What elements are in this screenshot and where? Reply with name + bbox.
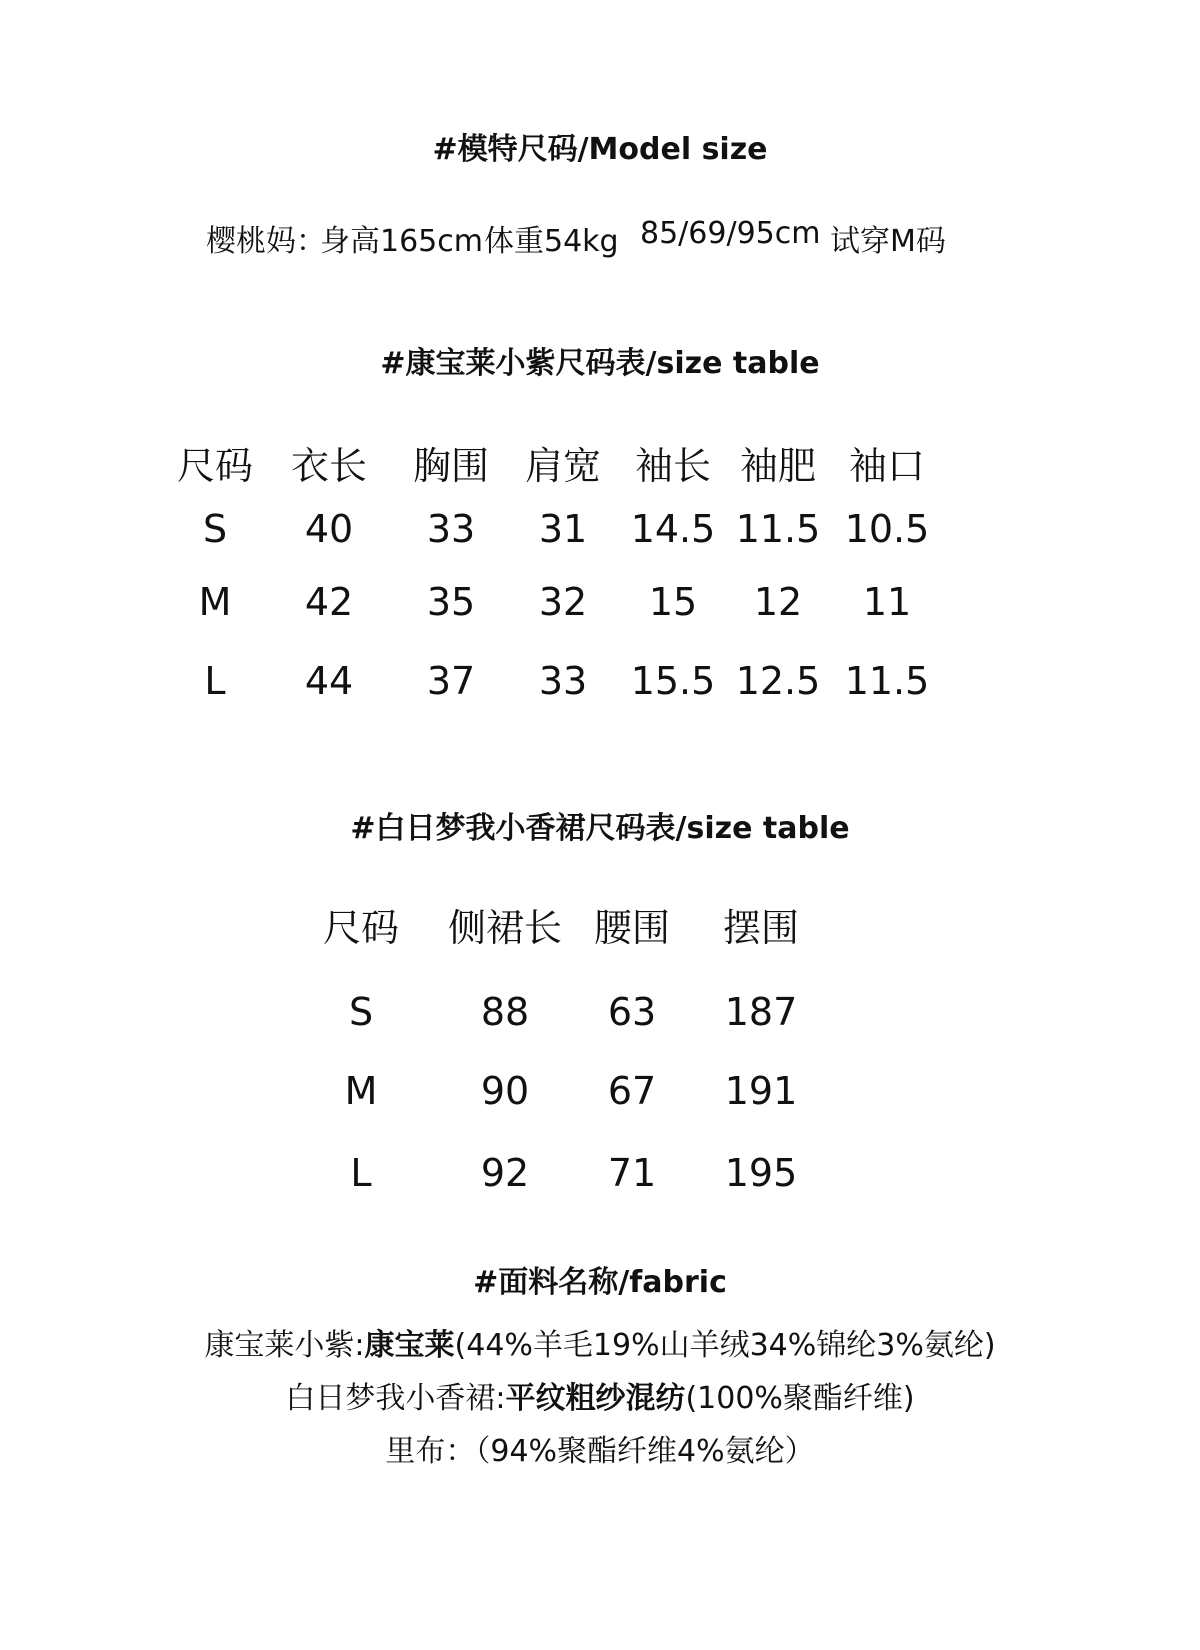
table1-cell: 12 [753, 580, 803, 624]
table1-cell: 11 [862, 580, 912, 624]
table1-cell: 33 [426, 507, 476, 551]
table2-header-cell: 侧裙长 [447, 906, 562, 950]
table2-cell: 187 [724, 990, 798, 1034]
table1-cell: 15.5 [630, 659, 716, 703]
table1-cell: 12.5 [735, 659, 821, 703]
fabric-line-top [0, 1320, 1200, 1364]
table2-cell: 191 [724, 1069, 798, 1113]
table2-heading: #白日梦我小香裙尺码表/size table [350, 811, 850, 846]
fabric-line-detail: (44%羊毛19%山羊绒34%锦纶3%氨纶) [454, 1328, 996, 1363]
table1-cell: 10.5 [844, 507, 930, 551]
fabric-line-label: 康宝莱小紫: [204, 1328, 365, 1363]
table1-cell: 42 [304, 580, 354, 624]
table1-header-cell: 袖长 [634, 444, 711, 488]
table2-header-cell: 尺码 [322, 906, 399, 950]
table1-cell: S [202, 507, 228, 551]
table1-cell: 40 [304, 507, 354, 551]
model-name: 樱桃妈： [206, 224, 326, 259]
table1-cell: L [204, 659, 226, 703]
model-height: 身高165cm [320, 224, 483, 259]
table1-heading: #康宝莱小紫尺码表/size table [380, 346, 820, 381]
model-weight: 体重54kg [484, 224, 619, 259]
table2-cell: 71 [607, 1151, 657, 1195]
table1-cell: 35 [426, 580, 476, 624]
model-size-heading: #模特尺码/Model size [432, 132, 768, 167]
table2-cell: 67 [607, 1069, 657, 1113]
table1-cell: 33 [538, 659, 588, 703]
table2-cell: 195 [724, 1151, 798, 1195]
fabric-line-detail: (100%聚酯纤维) [685, 1381, 915, 1416]
fabric-line-name: 平纹粗纱混纺 [505, 1381, 686, 1416]
table2-cell: S [348, 990, 374, 1034]
table2-cell: M [344, 1069, 378, 1113]
table1-cell: 11.5 [735, 507, 821, 551]
table2-cell: 90 [480, 1069, 530, 1113]
fabric-line-skirt [0, 1373, 1200, 1417]
fabric-heading: #面料名称/fabric [473, 1265, 727, 1300]
table1-cell: 32 [538, 580, 588, 624]
fabric-line-detail: （94%聚酯纤维4%氨纶） [475, 1434, 815, 1469]
table1-cell: 31 [538, 507, 588, 551]
fabric-line-label: 里布： [385, 1434, 476, 1469]
table2-cell: 92 [480, 1151, 530, 1195]
table1-header-cell: 肩宽 [524, 444, 601, 488]
table1-header-cell: 胸围 [412, 444, 489, 488]
table2-cell: 88 [480, 990, 530, 1034]
table1-header-cell: 袖肥 [739, 444, 816, 488]
table1-header-cell: 袖口 [848, 444, 925, 488]
table2-cell: L [350, 1151, 372, 1195]
fabric-line-label: 白日梦我小香裙: [285, 1381, 506, 1416]
table2-header-cell: 腰围 [593, 906, 670, 950]
table1-cell: 44 [304, 659, 354, 703]
fabric-line-lining [0, 1426, 1200, 1470]
table1-cell: M [198, 580, 232, 624]
table1-cell: 14.5 [630, 507, 716, 551]
model-measurements: 85/69/95cm [640, 216, 821, 251]
table2-cell: 63 [607, 990, 657, 1034]
table1-header-cell: 衣长 [290, 444, 367, 488]
model-tried-size: 试穿M码 [830, 224, 946, 259]
table1-cell: 15 [648, 580, 698, 624]
fabric-line-name: 康宝莱 [364, 1328, 455, 1363]
table2-header-cell: 摆围 [722, 906, 799, 950]
table1-cell: 11.5 [844, 659, 930, 703]
table1-cell: 37 [426, 659, 476, 703]
table1-header-cell: 尺码 [176, 444, 253, 488]
